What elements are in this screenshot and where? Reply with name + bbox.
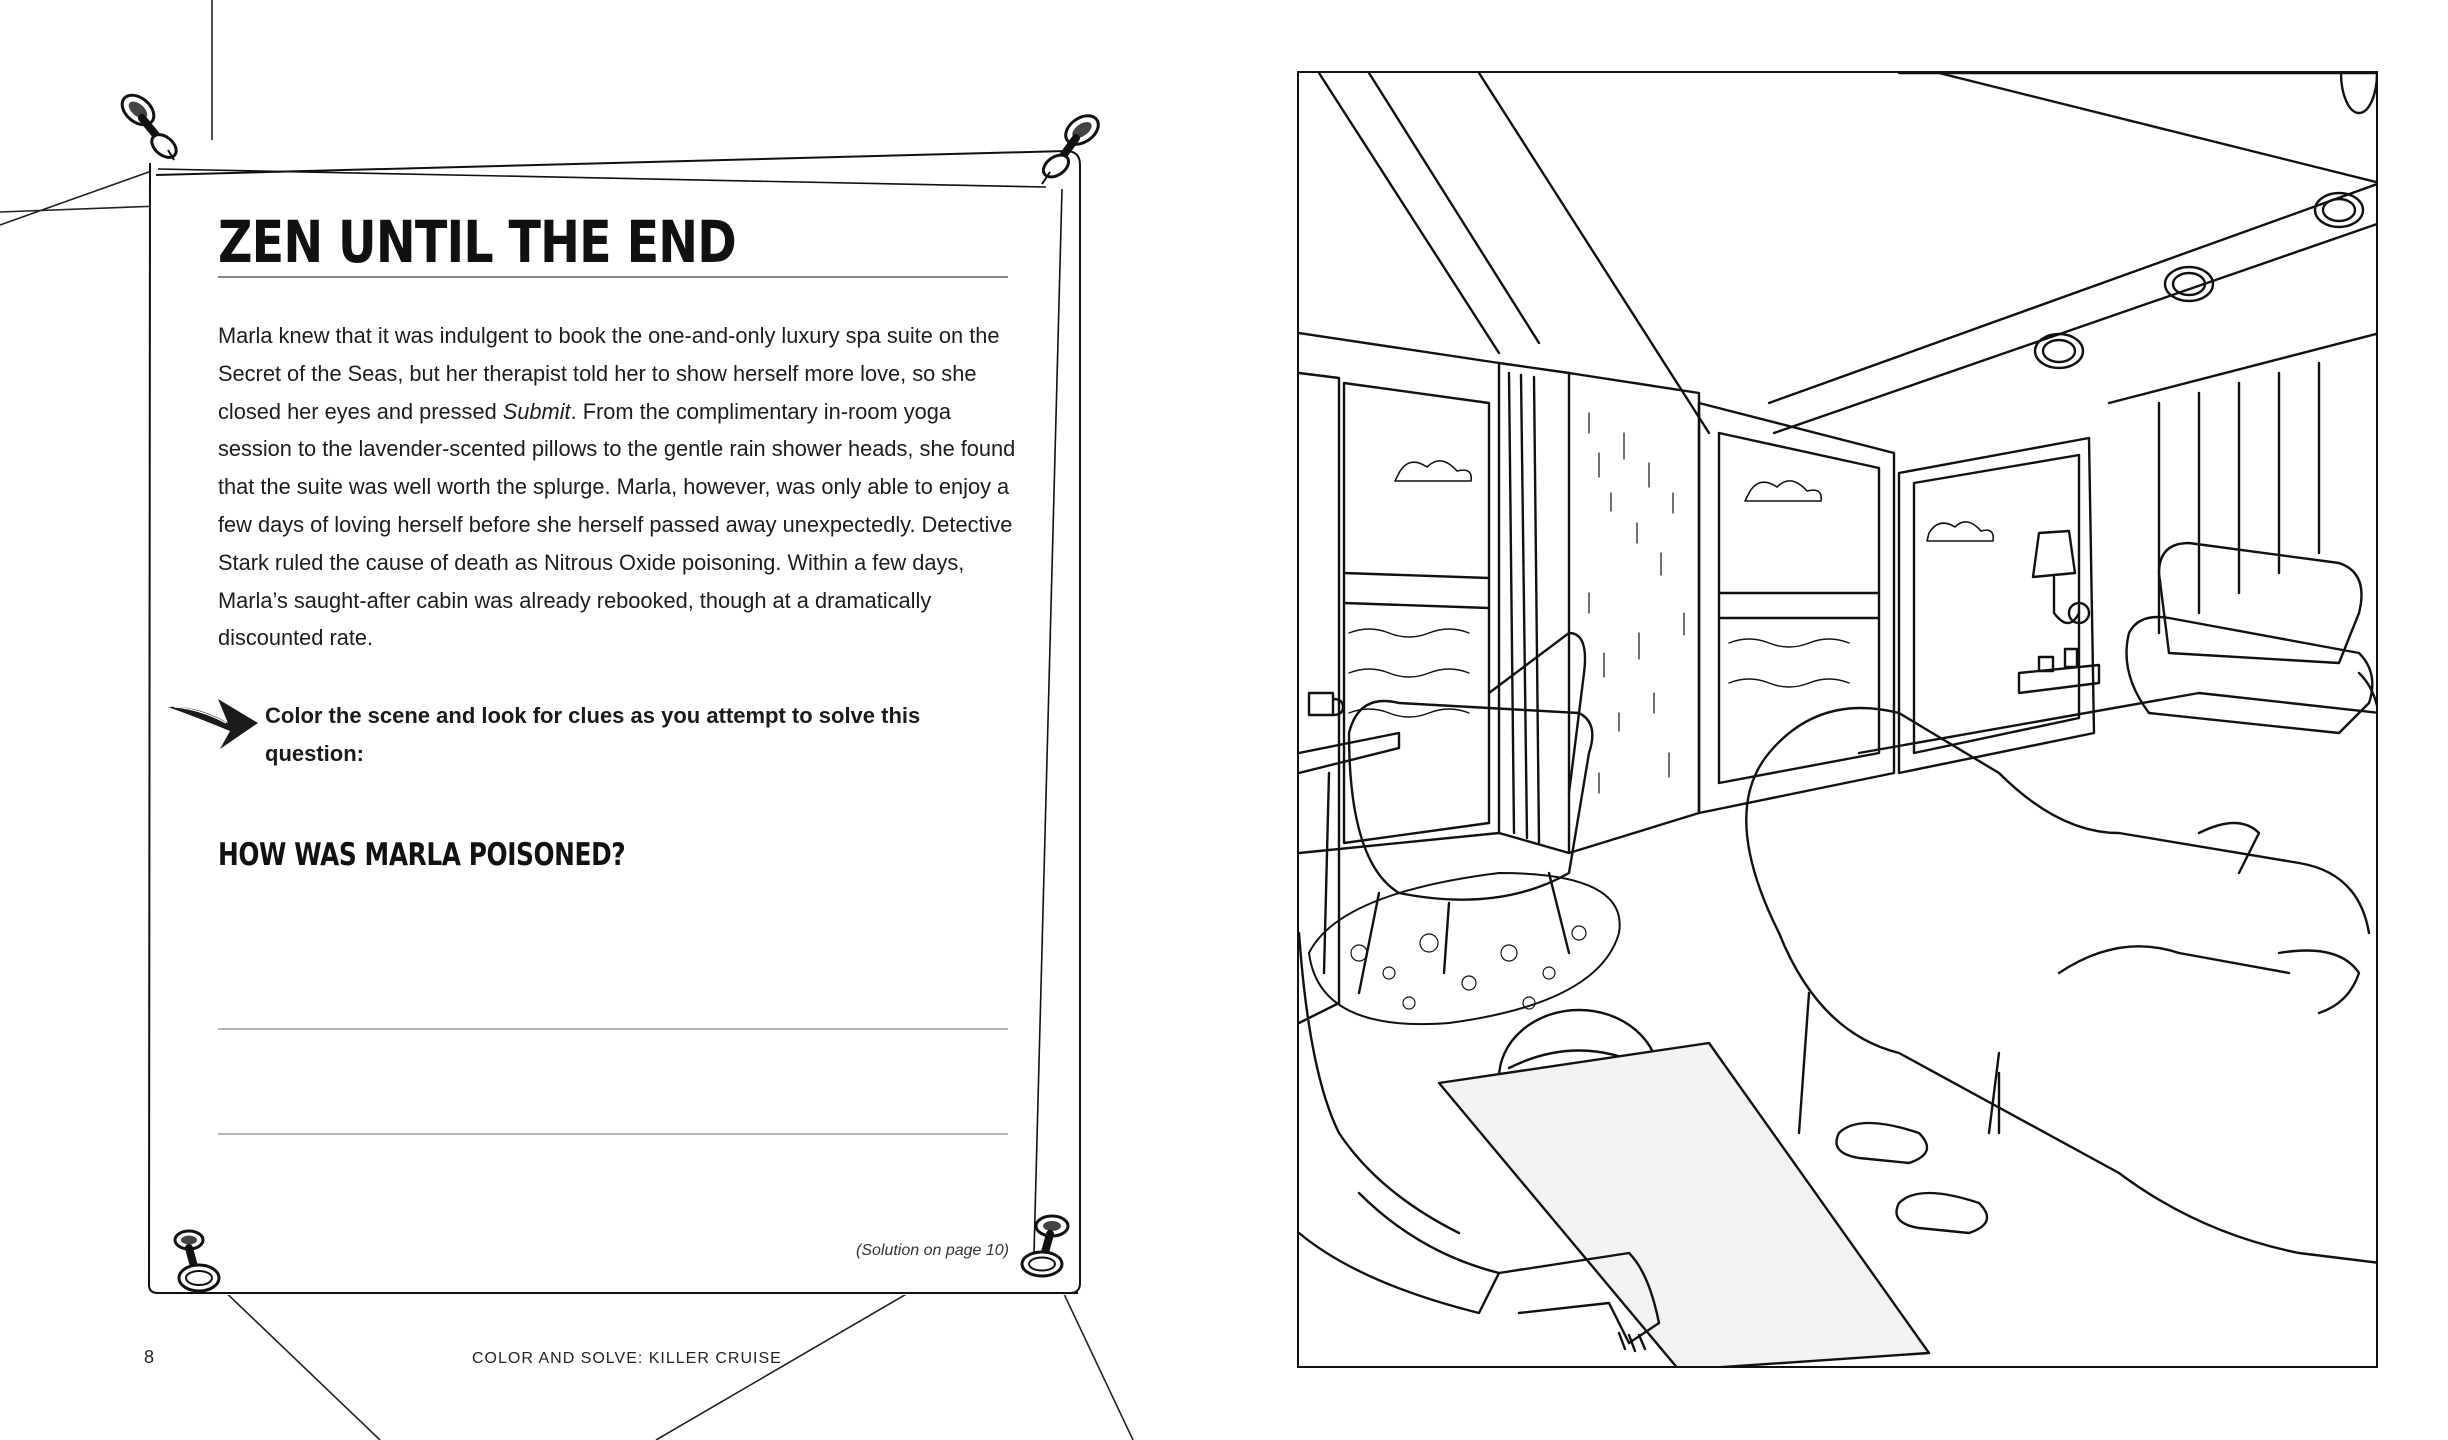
coloring-illustration[interactable] [1297,71,2378,1368]
spa-suite-drawing [1299,73,2378,1368]
yoga-mat-icon [1439,1043,1929,1368]
story-part-1: Marla knew that it was indulgent to book the one-and-only luxury spa suite on the Secret of the Seas, but her therapist told her to show herself more love, so she closed her eyes and pressed [218,323,1000,424]
page-title: ZEN UNTIL THE END [218,208,736,276]
title-divider [218,276,1008,278]
solution-note: (Solution on page 10) [856,1242,1009,1259]
page-number: 8 [144,1347,155,1367]
arrow-pointer-icon [166,693,262,757]
ceiling-light-icon [2035,193,2363,368]
answer-line[interactable] [218,1028,1008,1030]
armchair-icon [1349,633,1592,993]
pushpin-icon [1010,1210,1084,1290]
story-text [218,317,1023,657]
book-title: COLOR AND SOLVE: KILLER CRUISE [472,1350,782,1367]
wall-lamp-icon [2033,531,2089,623]
story-emphasis: Submit [502,398,571,424]
pushpin-icon [165,1226,231,1306]
note-card [146,145,1081,1295]
story-part-2: . From the complimentary in-room yoga session to the lavender-scented pillows to the gentle rain shower heads, she found that the suite was well worth the splurge. Marla, however, was only able to enjoy a few days of loving herself before she herself passed away unexpectedly. Detective Stark ruled the cause of death as Nitrous Oxide poisoning. Within a few days, Marla’s saught-after cabin was already rebooked, though at a dramatically discounted rate. [218,398,1016,651]
pushpin-icon [112,88,202,178]
slipper-icon [1837,1123,1988,1233]
pushpin-icon [1030,108,1110,198]
answer-line[interactable] [218,1133,1008,1135]
question-heading: HOW WAS MARLA POISONED? [218,837,626,873]
instruction-text: Color the scene and look for clues as you attempt to solve this question: [265,703,921,766]
